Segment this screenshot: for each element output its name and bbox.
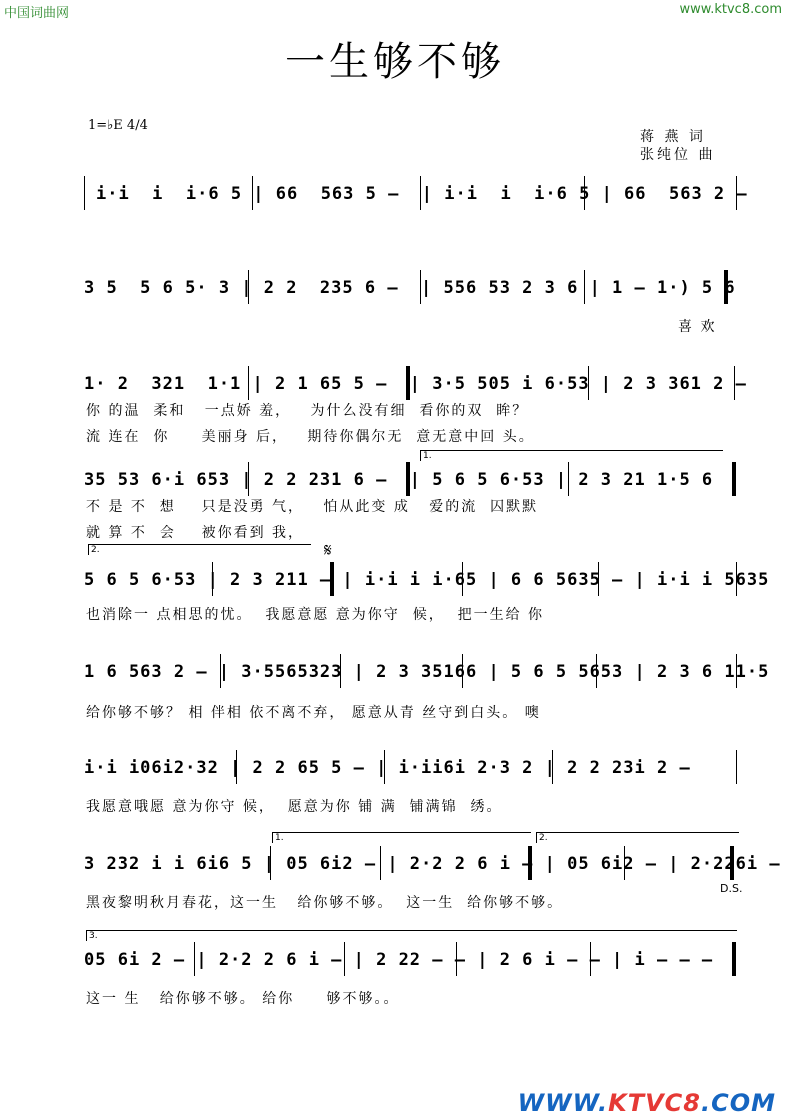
volta-2: 2. bbox=[88, 544, 311, 555]
lyric-line-4b: 就 算 不 会 被你看到 我， bbox=[86, 525, 305, 541]
score-line-1 bbox=[84, 176, 748, 216]
volta-3: 3. bbox=[86, 930, 737, 941]
notation: 05 6i 2 – | 2·2 2 6 i – | 2 22 – – | 2 6 i – – | i – – – bbox=[84, 950, 714, 970]
lyricist: 蒋 燕 词 bbox=[640, 129, 706, 145]
lyric-line-9: 这一 生 给你够不够。 给你 够不够。。 bbox=[86, 991, 400, 1007]
lyric-line-5: 也消除一 点相思的忧。 我愿意愿 意为你守 候， 把一生给 你 bbox=[86, 607, 545, 623]
lyric-line-3b: 流 连在 你 美丽身 后， 期待你偶尔无 意无意中回 头。 bbox=[86, 429, 535, 445]
score-line-6 bbox=[84, 654, 770, 694]
site-url-right: www.ktvc8.com bbox=[679, 2, 782, 17]
lyric-line-8: 黑夜黎明秋月春花，这一生 给你够不够。 这一生 给你够不够。 bbox=[86, 895, 564, 911]
volta-1: 1. bbox=[420, 450, 723, 461]
notation: i·i i06i2·32 | 2 2 65 5 – | i·ii6i 2·3 2 | 2 2 23i 2 – bbox=[84, 758, 691, 778]
notation: 3 5 5 6 5· 3 | 2 2 235 6 – | 556 53 2 3 6 | 1 – 1·) 5 6 bbox=[84, 278, 736, 298]
score-line-5 bbox=[84, 540, 770, 602]
score-line-9 bbox=[84, 931, 744, 982]
notation: 1· 2 321 1·1 | 2 1 65 5 – | 3·5 505 i 6·53 | 2 3 361 2 – bbox=[84, 374, 747, 394]
song-title: 一生够不够 bbox=[285, 39, 505, 85]
volta-1b: 1. bbox=[272, 832, 531, 843]
composer: 张纯位 曲 bbox=[640, 147, 716, 163]
site-name-left: 中国词曲网 bbox=[4, 6, 70, 21]
segno-sign: 𝄋 bbox=[324, 540, 332, 561]
notation: 35 53 6·i 653 | 2 2 231 6 – | 5 6 5 6·53 | 2 3 21 1·5 6 bbox=[84, 470, 714, 490]
ktvc8-logo: WWW.KTVC8.COM bbox=[517, 1089, 776, 1117]
notation: i·i i i·6 5 | 66 563 5 – | i·i i i·6 5 | 66 563 2 – bbox=[96, 184, 748, 204]
lyric-line-7: 我愿意哦愿 意为你守 候， 愿意为你 铺 满 铺满锦 绣。 bbox=[86, 799, 503, 815]
score-line-2 bbox=[84, 270, 744, 310]
notation: 5 6 5 6·53 | 2 3 211 – | i·i i i·65 | 6 6 5635 – | i·i i 5635 bbox=[84, 570, 770, 590]
ds-marking: D.S. bbox=[720, 882, 743, 895]
key-signature: 1=♭E 4/4 bbox=[88, 118, 148, 133]
lyric-line-3a: 你 的温 柔和 一点娇 羞， 为什么没有细 看你的双 眸？ bbox=[86, 403, 529, 419]
lyric-line-2: 喜 欢 bbox=[678, 319, 717, 335]
score-line-7 bbox=[84, 750, 744, 790]
lyric-line-6: 给你够不够？ 相 伴相 依不离不弃， 愿意从青 丝守到白头。 噢 bbox=[86, 705, 541, 721]
score-line-8 bbox=[84, 833, 781, 886]
notation: 3 232 i i 6i6 5 | 05 6i2 – | 2·2 2 6 i – | 05 6i2 – | 2·226i – bbox=[84, 854, 781, 874]
notation: 1 6 563 2 – | 3·5565323 | 2 3 35166 | 5 6 5 5653 | 2 3 6 11·5 bbox=[84, 662, 770, 682]
volta-2b: 2. bbox=[536, 832, 739, 843]
credits bbox=[640, 128, 715, 164]
lyric-line-4a: 不 是 不 想 只是没勇 气， 怕从此变 成 爱的流 囚默默 bbox=[86, 499, 539, 515]
